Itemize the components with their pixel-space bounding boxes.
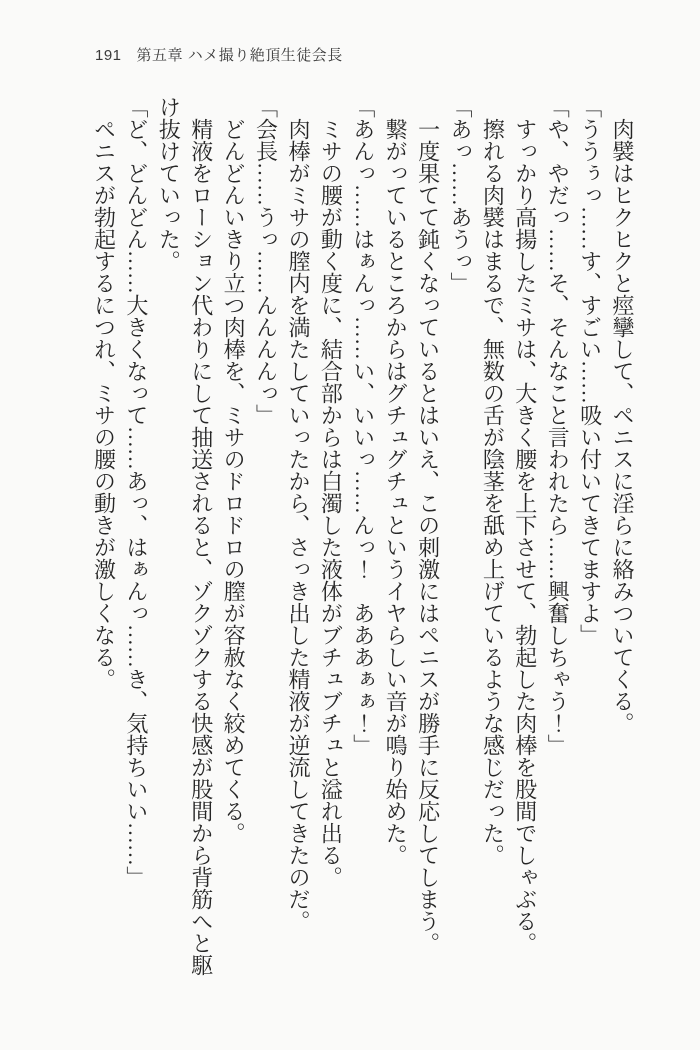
paragraph: 一度果てて鈍くなっているとはいえ、この刺激にはペニスが勝手に反応してしまう。	[415, 118, 441, 954]
paragraph: 肉襞はヒクヒクと痙攣して、ペニスに淫らに絡みついてくる。	[610, 118, 635, 734]
paragraph: 擦れる肉襞はまるで、無数の舌が陰茎を舐め上げているような感じだった。	[480, 118, 506, 866]
paragraph: 繋がっているところからはグチュグチュというイヤらしい音が鳴り始めた。	[383, 118, 409, 866]
paragraph: 精液をローション代わりにして抽送されると、ゾクゾクする快感が股間から背筋へと駆け抜けていった。	[156, 96, 214, 976]
paragraph: 「会長……うっ……んんんんっ」	[253, 96, 279, 426]
paragraph: 「ううぅっ……す、すごい……吸い付いてきてますよ」	[577, 96, 603, 646]
paragraph: ミサの腰が動く度に、結合部からは白濁した液体がブチュブチュと溢れ出る。	[318, 118, 344, 888]
paragraph: どんどんいきり立つ肉棒を、ミサのドロドロの膣が容赦なく絞めてくる。	[221, 118, 247, 844]
chapter-title: 第五章 ハメ撮り絶頂生徒会長	[136, 47, 343, 64]
paragraph: ペニスが勃起するにつれ、ミサの腰の動きが激しくなる。	[91, 118, 117, 690]
paragraph: 「や、やだっ……そ、そんなこと言われたら……興奮しちゃう！」	[545, 96, 571, 756]
paragraph: 「あんっ……はぁんっ……い、いいっ……んっ！ あああぁぁ！」	[350, 96, 376, 756]
paragraph: 「ど、どんどん……大きくなって……あっ、はぁんっ……き、気持ちいい……」	[123, 96, 149, 888]
page-header	[95, 44, 343, 65]
paragraph: 「あっ……あうっ」	[447, 96, 473, 294]
page-number: 191	[95, 47, 122, 64]
paragraph: すっかり高揚したミサは、大きく腰を上下させて、勃起した肉棒を股間でしゃぶる。	[512, 118, 538, 954]
paragraph: 肉棒がミサの膣内を満たしていったから、さっき出した精液が逆流してきたのだ。	[285, 118, 311, 932]
body-text	[87, 96, 638, 986]
